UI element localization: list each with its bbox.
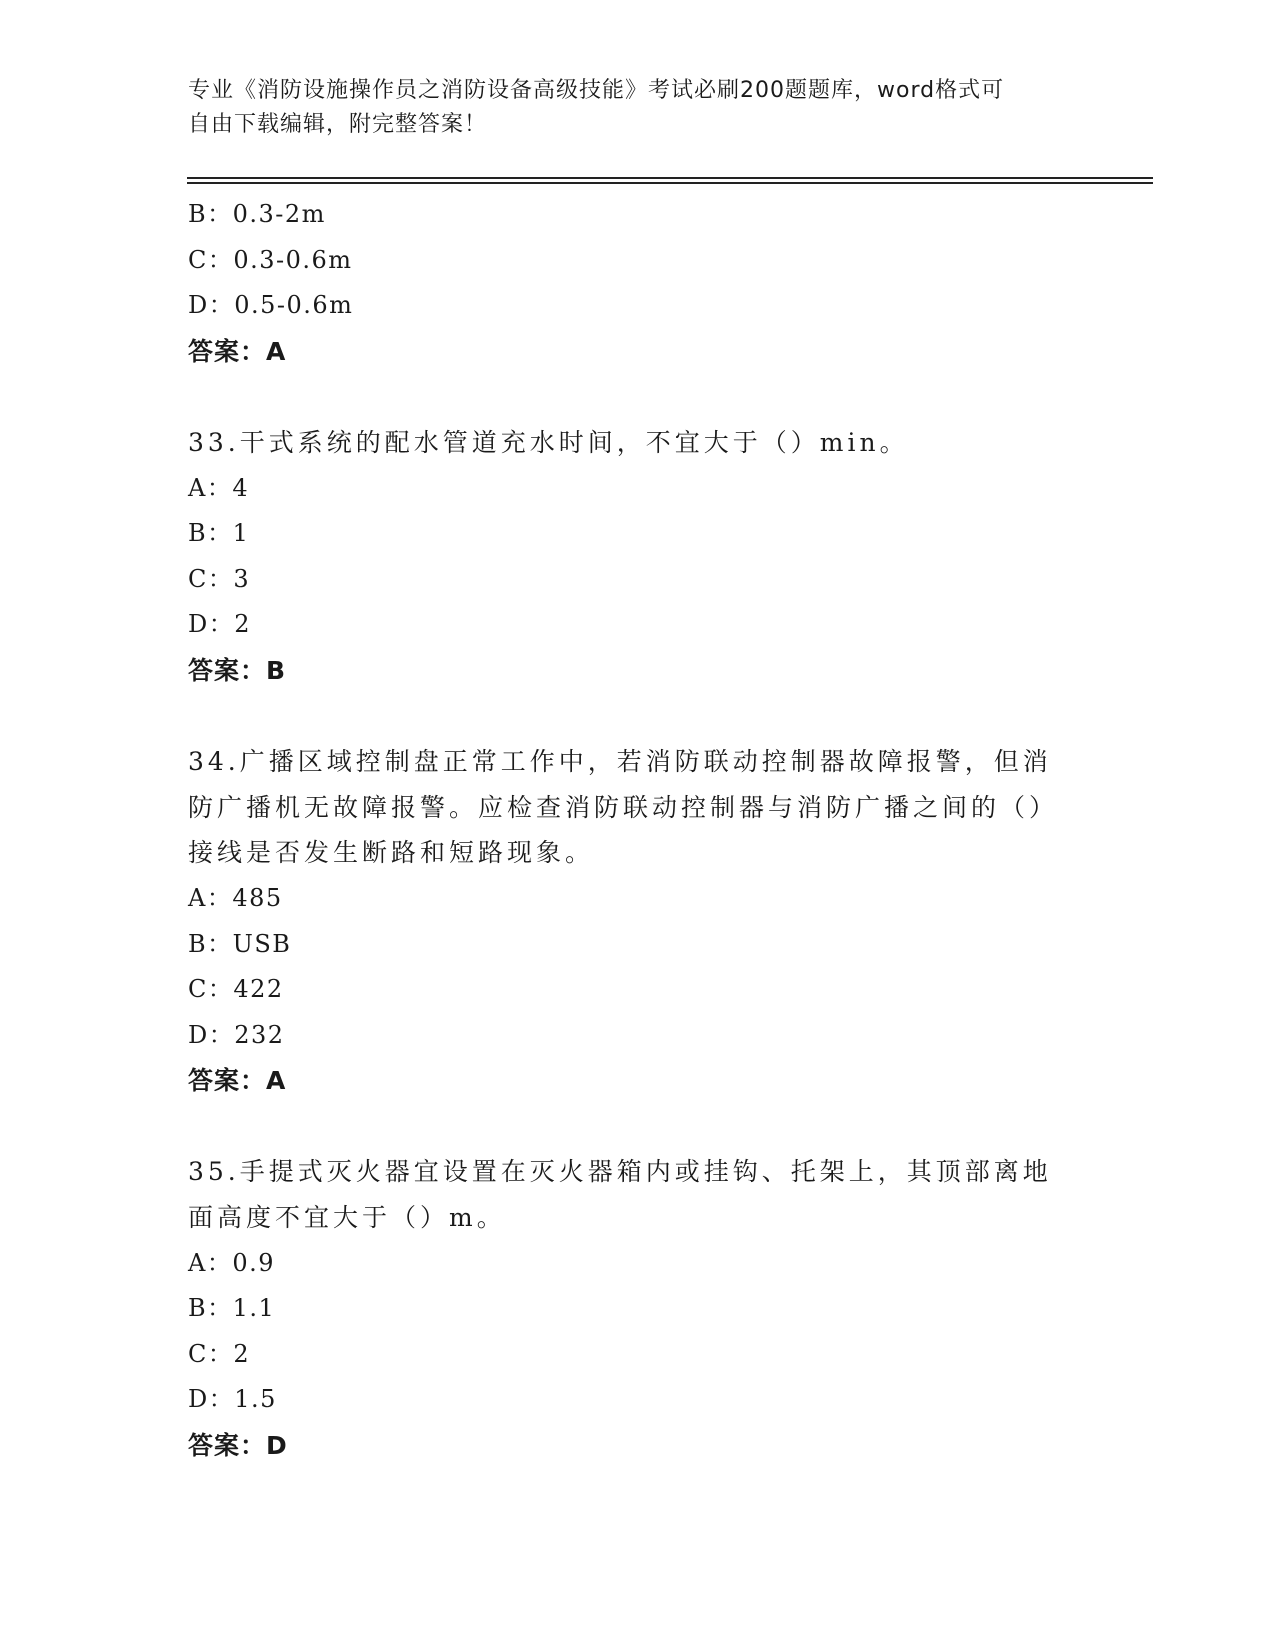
option-c: C：2 [188,1339,251,1368]
answer-line: 答案：A [188,1066,287,1096]
question-35 [188,1149,1088,1468]
header-title-line-2: 自由下载编辑，附完整答案！ [188,112,488,137]
question-stem: 35.手提式灭火器宜设置在灭火器箱内或挂钩、托架上，其顶部离地面高度不宜大于（）m。 [188,1157,1052,1233]
answer-line: 答案：B [188,655,287,685]
option-c: C：422 [188,975,284,1004]
document-header [188,74,1068,142]
option-c: C：3 [188,564,251,593]
header-divider-top [187,177,1153,179]
question-stem: 34.广播区域控制盘正常工作中，若消防联动控制器故障报警，但消防广播机无故障报警。应检查消防联动控制器与消防广播之间的（）接线是否发生断路和短路现象。 [188,747,1059,868]
option-a: A：485 [188,883,283,912]
header-divider-bottom [187,182,1153,184]
option-b: B：0.3-2m [188,200,326,228]
option-b: B：1 [188,519,250,548]
option-d: D：232 [188,1020,285,1049]
option-b: B：USB [188,929,292,958]
option-d: D：1.5 [188,1385,277,1414]
question-list [188,192,1088,1469]
question-34 [188,739,1088,1104]
option-d: D：2 [188,610,252,639]
option-b: B：1.1 [188,1294,276,1323]
option-c: C：0.3-0.6m [188,245,353,274]
answer-line: 答案：D [188,1431,288,1461]
previous-question-tail [188,192,1088,374]
option-a: A：4 [188,473,250,502]
question-33 [188,420,1088,694]
option-d: D：0.5-0.6m [188,291,354,320]
header-title-line-1: 专业《消防设施操作员之消防设备高级技能》考试必刷200题题库，word格式可 [188,78,1005,103]
question-stem: 33.干式系统的配水管道充水时间，不宜大于（）min。 [188,427,909,457]
answer-line: 答案：A [188,336,287,366]
option-a: A：0.9 [188,1248,275,1277]
